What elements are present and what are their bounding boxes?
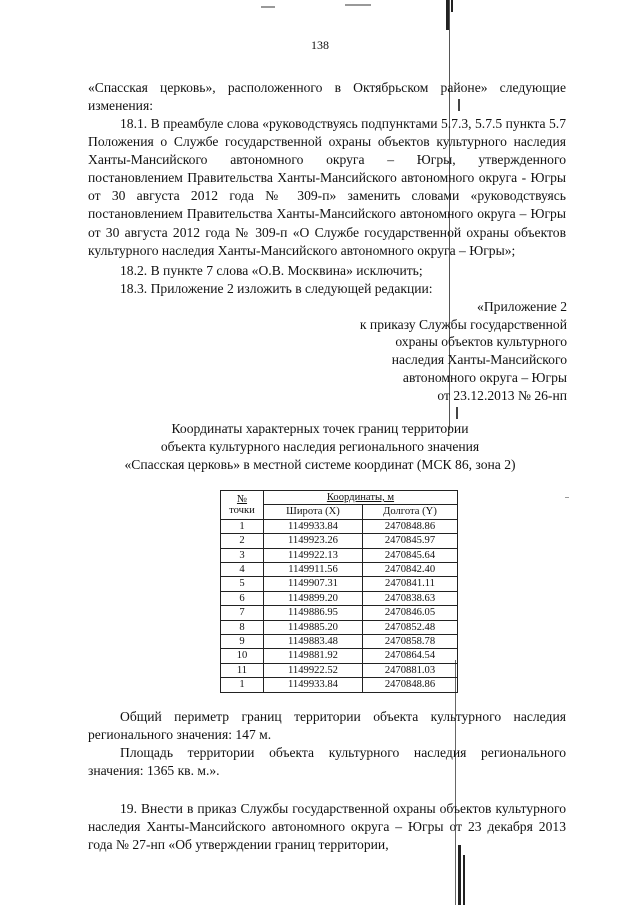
- latitude-cell: 1149907.31: [264, 577, 363, 591]
- table-row: [221, 663, 458, 677]
- point-number-cell: 4: [221, 563, 264, 577]
- longitude-cell: 2470848.86: [363, 519, 458, 533]
- longitude-cell: 2470845.64: [363, 548, 458, 562]
- table-row: [221, 534, 458, 548]
- point-number-cell: 1: [221, 519, 264, 533]
- point-number-cell: 8: [221, 620, 264, 634]
- table-row: [221, 606, 458, 620]
- header-longitude: Долгота (Y): [363, 505, 458, 519]
- page-number: 138: [311, 38, 329, 52]
- point-number-cell: 1: [221, 678, 264, 692]
- heading-line: Координаты характерных точек границ территории: [171, 421, 469, 436]
- point-number-cell: 6: [221, 591, 264, 605]
- scan-crease-bottom-2: [463, 855, 465, 905]
- header-num-label: №: [236, 493, 248, 505]
- scan-speck: [565, 497, 569, 498]
- point-number-cell: 10: [221, 649, 264, 663]
- longitude-cell: 2470848.86: [363, 678, 458, 692]
- table-row: [221, 548, 458, 562]
- coordinates-table: [220, 490, 458, 693]
- coordinates-table-body: [221, 519, 458, 692]
- latitude-cell: 1149922.13: [264, 548, 363, 562]
- heading-line: «Спасская церковь» в местной системе координат (МСК 86, зона 2): [124, 457, 516, 472]
- point-number-cell: 5: [221, 577, 264, 591]
- appendix-line: автономного округа – Югры: [402, 369, 567, 385]
- heading-line: объекта культурного наследия регионального значения: [160, 439, 480, 454]
- table-heading: [0, 420, 640, 474]
- longitude-cell: 2470864.54: [363, 649, 458, 663]
- point-number-cell: 11: [221, 663, 264, 677]
- latitude-cell: 1149886.95: [264, 606, 363, 620]
- table-row: [221, 591, 458, 605]
- latitude-cell: 1149881.92: [264, 649, 363, 663]
- paragraph-intro: «Спасская церковь», расположенного в Октябрьском районе» следующие изменения:: [88, 80, 566, 114]
- longitude-cell: 2470842.40: [363, 563, 458, 577]
- latitude-cell: 1149885.20: [264, 620, 363, 634]
- scan-speck: [345, 4, 371, 6]
- scan-speck: [261, 6, 275, 8]
- table-row: [221, 635, 458, 649]
- longitude-cell: 2470845.97: [363, 534, 458, 548]
- scan-crease-lower: [455, 660, 456, 905]
- paragraph-perimeter: Общий периметр границ территории объекта культурного наследия регионального значения: 147 м.: [88, 709, 566, 743]
- appendix-line: «Приложение 2: [477, 299, 567, 314]
- table-row: [221, 563, 458, 577]
- table-row: [221, 649, 458, 663]
- paragraph-18-2: 18.2. В пункте 7 слова «О.В. Москвина» исключить;: [120, 263, 423, 278]
- point-number-cell: 9: [221, 635, 264, 649]
- longitude-cell: 2470881.03: [363, 663, 458, 677]
- longitude-cell: 2470858.78: [363, 635, 458, 649]
- latitude-cell: 1149911.56: [264, 563, 363, 577]
- scan-crease-upper: [451, 0, 453, 12]
- header-point-number: [221, 491, 264, 520]
- table-row: [221, 519, 458, 533]
- longitude-cell: 2470852.48: [363, 620, 458, 634]
- header-coordinates-label: Координаты, м: [326, 492, 395, 503]
- header-latitude: Широта (X): [264, 505, 363, 519]
- latitude-cell: 1149883.48: [264, 635, 363, 649]
- table-row: [221, 678, 458, 692]
- longitude-cell: 2470838.63: [363, 591, 458, 605]
- point-number-cell: 2: [221, 534, 264, 548]
- paragraph-18-3: 18.3. Приложение 2 изложить в следующей редакции:: [120, 281, 433, 296]
- paragraph-18-1: 18.1. В преамбуле слова «руководствуясь подпунктами 5.7.3, 5.7.5 пункта 5.7 Положения о Службе государственной охраны объектов культурного наследия Ханты-Мансийского автономного округа – Югры, утвержденного постановлением Правительства Ханты-Мансийского автономного округа - Югры от 30 августа 2012 года № 309-п» заменить словами «руководствуясь постановлением Правительства Ханты-Мансийского автономного округа – Югры от 30 августа 2012 года № 309-п «О Службе государственной охраны объектов культурного наследия Ханты-Мансийского автономного округа – Югры»;: [88, 116, 566, 258]
- latitude-cell: 1149933.84: [264, 678, 363, 692]
- longitude-cell: 2470846.05: [363, 606, 458, 620]
- appendix-line: охраны объектов культурного: [395, 334, 567, 350]
- paragraph-19: 19. Внести в приказ Службы государственной охраны объектов культурного наследия Ханты-Мансийского автономного округа – Югры от 23 декабря 2013 года № 27-нп «Об утверждении границ территории,: [88, 801, 566, 853]
- appendix-line: наследия Ханты-Мансийского: [391, 352, 567, 368]
- latitude-cell: 1149933.84: [264, 519, 363, 533]
- latitude-cell: 1149923.26: [264, 534, 363, 548]
- header-coordinates: [264, 491, 458, 505]
- appendix-line: к приказу Службы государственной: [359, 316, 567, 332]
- header-num-sub: точки: [229, 504, 255, 516]
- table-row: [221, 620, 458, 634]
- point-number-cell: 7: [221, 606, 264, 620]
- scan-speck: [456, 407, 458, 419]
- table-row: [221, 577, 458, 591]
- appendix-line: от 23.12.2013 № 26-нп: [437, 387, 567, 403]
- paragraph-area: Площадь территории объекта культурного наследия регионального значения: 1365 кв. м.».: [88, 745, 566, 779]
- point-number-cell: 3: [221, 548, 264, 562]
- latitude-cell: 1149899.20: [264, 591, 363, 605]
- appendix-header: [360, 298, 567, 404]
- latitude-cell: 1149922.52: [264, 663, 363, 677]
- longitude-cell: 2470841.11: [363, 577, 458, 591]
